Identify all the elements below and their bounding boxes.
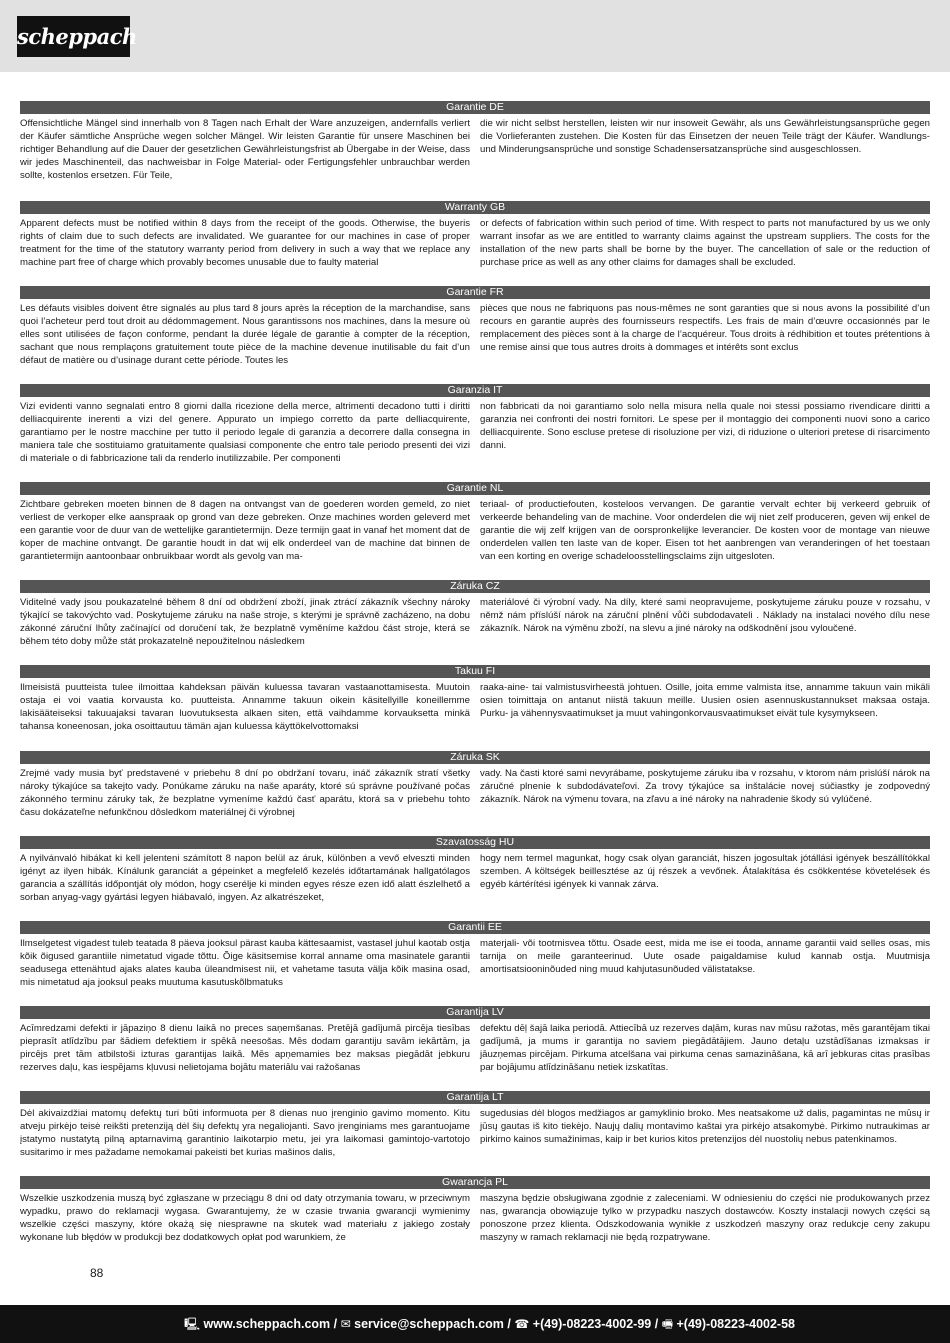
section-heading: Gwarancja PL: [20, 1176, 930, 1189]
telephone-icon: ☎: [514, 1317, 530, 1331]
section-text-right: sugedusias dėl blogos medžiagos ar gamyklinio broko. Mes neatsakome už dalis, pagamintas ne mūsų ir jūsų gautas iš kito tiekėjo. Naujų dalių montavimo kaštai yra pirkėjo atsakomybė. Pirkimo nutraukimas ar pirkimo kainos sumažinimas, kaip ir bet kurios kitos pretenzijos dėl nuostolių nebus patenkinamos.: [480, 1108, 930, 1146]
section-text-left: Zichtbare gebreken moeten binnen de 8 dagen na ontvangst van de goederen worden gemeld, zo niet verliest de verkoper elke aanspraak op grond van deze gebreken. Onze machines worden geleverd met een garantie voor de duur van de wettelijke garantietermijn. Deze termijn gaat in vanaf het moment dat de koper de machine ontvangt. De garantie houdt in dat wij elk onderdeel van de machine dat binnen de garantietermijn aantoonbaar onbruikbaar wordt als gevolg van ma-: [20, 499, 470, 563]
section-heading: Garantija LV: [20, 1006, 930, 1019]
warranty-section: [20, 201, 930, 269]
section-heading: Warranty GB: [20, 201, 930, 214]
section-text-right: teriaal- of productiefouten, kosteloos vervangen. De garantie vervalt echter bij verkeerd gebruik of verkeerde behandeling van de machine. Voor onderdelen die wij niet zelf produceren, geven wij enkel de garantie die wij zelf krijgen van de oorspronkelijke leverancier. De kosten voor de montage van nieuwe onderdelen vallen ten laste van de koper. Eisen tot het aanbrengen van veranderingen of het toestaan van een korting en overige schadeloosstellingsclaims zijn uitgesloten.: [480, 499, 930, 563]
warranty-section: [20, 665, 930, 733]
section-text-left: Apparent defects must be notified within 8 days from the receipt of the goods. Otherwise, the buyeris rights of claim due to such defects are invalidated. We guarantee for our machines in case of proper treatment for the time of the statutory warranty period from delivery in such a way that we replace any machine part free of charge which provably becomes unusable due to faulty material: [20, 218, 470, 269]
section-text-left: Zrejmé vady musia byť predstavené v priebehu 8 dní po obdržaní tovaru, ináč zákazník stratí všetky nároky týkajúce sa takejto vady. Ponúkame záruku na naše aparáty, ktoré sú správne používané počas zákonného terminu záruky tak, že bezplatne vymeníme každú časť aparátu, ktorá sa v priebehu tohto času dokázateľne nefunkčnou dôsledkom materiálnej či výrobnej: [20, 768, 470, 819]
section-body: [20, 1022, 930, 1074]
section-text-right: maszyna będzie obsługiwana zgodnie z zaleceniami. W odniesieniu do części nie produkowanych przez nas, gwarancja obowiązuje tylko w przypadku naszych dostawców. Koszty instalacji nowych części są ponoszone przez klienta. Odszkodowania wynikłe z uszkodzeń maszyny oraz redukcje ceny zakupu maszyny w ramach reklamacji nie będą rozpatrywane.: [480, 1193, 930, 1244]
warranty-section: [20, 482, 930, 563]
section-heading: Garantie DE: [20, 101, 930, 114]
section-text-right: vady. Na časti ktoré sami nevyrábame, poskytujeme záruku iba v rozsahu, v ktorom nám prislúší nárok na záručné plnenie k subdodávateľovi. Za trovy týkajúce sa inštalácie novej súčiastky je zodpovedný zákazník. Nárok na výmenu tovara, na zľavu a iné nároky na nahradenie škody sú vylúčené.: [480, 768, 930, 806]
warranty-section: [20, 751, 930, 819]
footer-bar: [0, 1305, 950, 1343]
section-body: [20, 302, 930, 367]
section-text-left: Les défauts visibles doivent être signalés au plus tard 8 jours après la réception de la marchandise, sans quoi l’acheteur perd tout droit au dédommagement. Nous garantissons nos machines, dans la mesure où elles sont utilisées de façon conforme, pendant la durée légale de garantie à compter de la réception, sachant que nous remplaçons gratuitement toute pièce de la machine devenue inutilisable du fait d’un défaut de matière ou d’usinage durant cette période. Toutes les: [20, 303, 470, 367]
section-text-right: materjali- või tootmisvea tõttu. Osade eest, mida me ise ei tooda, anname garantii vaid selles osas, mis tarnija on meile garanteerinud. Uute osade paigaldamise kulud kannab ostja. Muutmisja amortisatsiooninõuded ning muud kahjutasunõuded välistatakse.: [480, 938, 930, 976]
section-text-right: raaka-aine- tai valmistusvirheestä johtuen. Osille, joita emme valmista itse, annamme takuun vain mikäli osien toimittaja on antanut niistä takuun meille. Uusien osien asennuskustannukset maksaa ostaja. Purku- ja vähennysvaatimukset ja muut vahingonkorvausvaatimukset eivät tule kysymykseen.: [480, 682, 930, 720]
header-bar: [0, 0, 950, 72]
section-text-left: Viditelné vady jsou poukazatelné během 8 dní od obdržení zboží, jinak ztrácí zákazník všechny nároky týkající se takovýchto vad. Poskytujeme záruku na naše stroje, s kterými je správně zacházeno, na dobu zákonné záruční lhůty začínající od doručení tak, že bezplatně vyměníme každou část stroje, která se během této doby může stát prokazatelně nepoužitelnou následkem: [20, 597, 470, 648]
footer-separator: /: [330, 1317, 341, 1331]
section-body: [20, 767, 930, 819]
section-heading: Szavatosság HU: [20, 836, 930, 849]
footer-separator: /: [651, 1317, 662, 1331]
section-text-right: hogy nem termel magunkat, hogy csak olyan garanciát, hiszen jogosultak jótállási igények beszállítókkal szemben. A költségek beillesztése az új részek a vevőnek. Átalakítása és csökkentése követelések és egyéb kártérítési igények ki vannak zárva.: [480, 853, 930, 891]
footer-website[interactable]: www.scheppach.com: [203, 1317, 331, 1331]
section-heading: Garanzia IT: [20, 384, 930, 397]
section-text-left: Acīmredzami defekti ir jāpaziņo 8 dienu laikā no preces saņemšanas. Pretējā gadījumā pircēja tiesības pieprasīt atlīdzību par šādiem defektiem ir spēkā neesošas. Mēs dodam garantiju savām iekārtām, ja pircējs pret tām atbilstoši izturas garantijas laikā. Mēs apņemamies bez maksas piegādāt jebkuru rezerves daļu, kas iespējams kļuvusi nelietojama bojātu materiālu vai ražošanas: [20, 1023, 470, 1074]
section-text-left: Dėl akivaizdžiai matomų defektų turi būti informuota per 8 dienas nuo įrenginio gavimo momento. Kitu atveju pirkėjo teisė reikšti pretenziją dėl šių defektų yra negaliojanti. Savo įrenginiams mes garantuojame įstatymo nustatytą pilną aptarnavimą garantinio laikotarpio metu, jei yra laikomasi gamintojo-vartotojo susitarimo ir mes pažadame nemokamai pakeisti bet kurias mašinos dalis,: [20, 1108, 470, 1159]
page-number: 88: [90, 1266, 104, 1280]
computer-icon: 🖳: [184, 1317, 201, 1331]
section-body: [20, 217, 930, 269]
section-text-left: Ilmselgetest vigadest tuleb teatada 8 päeva jooksul pärast kauba kättesaamist, vastasel juhul kaotab ostja kõik õigused garantiile nimetatud vigade tõttu. Õige käsitsemise korral anname oma masinatele garantii seadusega ettenähtud ajaks alates kauba üleandmisest nii, et vahetame tasuta välja kõik masina osad, mis nimetatud aja jooksul peaks muutuma kasutuskõlbmatuks: [20, 938, 470, 989]
section-body: [20, 681, 930, 733]
envelope-icon: ✉: [340, 1317, 351, 1331]
section-text-right: pièces que nous ne fabriquons pas nous-mêmes ne sont garanties que si nous avons la possibilité d’un recours en garantie auprès des fournisseurs respectifs. Les frais de main d’œuvre occasionnés par le remplacement des pièces sont à la charge de l’acquéreur. Tous droits à rédhibition et toutes prétentions à une remise ainsi que tous autres droits à dommages et intérêts sont exclus: [480, 303, 930, 354]
section-heading: Garantie NL: [20, 482, 930, 495]
section-body: [20, 1192, 930, 1244]
section-body: [20, 596, 930, 648]
warranty-section: [20, 286, 930, 367]
warranty-section: [20, 580, 930, 648]
section-heading: Takuu FI: [20, 665, 930, 678]
footer-fax: +(49)-08223-4002-58: [676, 1317, 795, 1331]
section-text-right: materiálové či výrobní vady. Na díly, které sami neopravujeme, poskytujeme záruku pouze v rozsahu, v němž nám příslúší nárok na záruční plnění vůči subdodavateli . Náklady na instalaci nového dílu nese zákazník. Nárok na výměnu zboží, na slevu a jiné nároky na odškodnění jsou vyloučené.: [480, 597, 930, 635]
section-heading: Garantija LT: [20, 1091, 930, 1104]
section-body: [20, 1107, 930, 1159]
warranty-section: [20, 921, 930, 989]
section-heading: Garantie FR: [20, 286, 930, 299]
section-text-right: die wir nicht selbst herstellen, leisten wir nur insoweit Gewähr, als uns Gewährleistungsansprüche gegen die Vorlieferanten zustehen. Die Kosten für das Einsetzen der neuen Teile trägt der Käufer. Wandlungs- und Minderungsansprüche und sonstige Schadensersatzansprüche sind ausgeschlossen.: [480, 118, 930, 156]
section-body: [20, 852, 930, 904]
section-text-left: Wszelkie uszkodzenia muszą być zgłaszane w przeciągu 8 dni od daty otrzymania towaru, w przeciwnym wypadku, prawo do reklamacji wygasa. Gwarantujemy, że w czasie trwania gwarancji wymienimy wszelkie części maszyny, które okażą się niesprawne na skutek wad materiału z jakiego zostały wykonane lub błędów w produkcji bez dodatkowych opłat pod warunkiem, że: [20, 1193, 470, 1244]
section-body: [20, 117, 930, 182]
warranty-section: [20, 384, 930, 465]
warranty-section: [20, 1006, 930, 1074]
section-text-left: A nyilvánvaló hibákat ki kell jelenteni számított 8 napon belül az áruk, különben a vevő elveszti minden igényt az ilyen hibák. Kínálunk garanciát a gépeinket a megfelelő kezelés időtartamának hallgatólagos garancia a szállítás időpontját oly módon, hogy cserélje ki minden egyes része ezen idő alatt észlelhető a sorban anyag-vagy gyártási legyen hiábavaló, ingyen. Az alkatrészeket,: [20, 853, 470, 904]
section-body: [20, 498, 930, 563]
warranty-section: [20, 836, 930, 904]
footer-separator: /: [503, 1317, 515, 1331]
section-heading: Záruka CZ: [20, 580, 930, 593]
warranty-section: [20, 1176, 930, 1244]
fax-icon: 🖷: [661, 1317, 674, 1331]
footer-phone: +(49)-08223-4002-99: [532, 1317, 652, 1331]
section-text-right: non fabbricati da noi garantiamo solo nella misura nella quale noi stessi possiamo rivendicare diritti a garanzia nei confronti dei nostri fornitori. Le spese per il montaggio dei componenti nuovi sono a carico delliacquirente. Sono escluse pretese di risoluzione per vizi, di riduzione o ulteriori pretese di risarcimento danni.: [480, 401, 930, 452]
footer-email[interactable]: service@scheppach.com: [354, 1317, 504, 1331]
section-heading: Garantii EE: [20, 921, 930, 934]
section-text-left: Offensichtliche Mängel sind innerhalb von 8 Tagen nach Erhalt der Ware anzuzeigen, andernfalls verliert der Käufer sämtliche Ansprüche wegen solcher Mängel. Wir leisten Garantie für unsere Maschinen bei richtiger Behandlung auf die Dauer der gesetzlichen Gewährleistungsfrist ab Übergabe in der Weise, dass wir jedes Maschinenteil, das nachweisbar in Folge Material- oder Fertigungsfehler unbrauchbar werden sollte, kostenlos ersetzen. Für Teile,: [20, 118, 470, 182]
section-text-left: Ilmeisistä puutteista tulee ilmoittaa kahdeksan päivän kuluessa tavaran vastaanottamisesta. Muutoin ostaja ei voi vaatia korvausta ko. puutteista. Annamme takuun oikein käsitellyille koneillemme lakisääteiseksi takuuajaksi tavaran luovutuksesta alkaen siten, että vaihdamme korvauksetta minkä tahansa koneenosan, joka osoittautuu tämän ajan kuluessa käyttökelvottomaksi: [20, 682, 470, 733]
section-text-right: defektu dēļ šajā laika periodā. Attiecībā uz rezerves daļām, kuras nav mūsu ražotas, mēs garantējam tikai gadījumā, ja mums ir garantija no saviem piegādātājiem. Jauno detaļu uzstādīšanas izmaksas ir jāuzņemas pircējam. Pirkuma atcelšana vai pirkuma cenas samazināšana, kā arī jebkuras citas prasības par bojājumu atlīdzināšanu netiek izskatītas.: [480, 1023, 930, 1074]
section-body: [20, 937, 930, 989]
section-text-right: or defects of fabrication within such period of time. With respect to parts not manufactured by us we only warrant insofar as we are entitled to warranty claims against the upstream suppliers. The costs for the installation of the new parts shall be borne by the buyer. The cancellation of sale or the reduction of purchase price as well as any other claims for damages shall be excluded.: [480, 218, 930, 269]
section-body: [20, 400, 930, 465]
warranty-section: [20, 1091, 930, 1159]
section-heading: Záruka SK: [20, 751, 930, 764]
scheppach-logo: scheppach: [17, 16, 130, 57]
footer-contact: [184, 1305, 795, 1343]
warranty-section: [20, 101, 930, 182]
section-text-left: Vizi evidenti vanno segnalati entro 8 giorni dalla ricezione della merce, altrimenti decadono tutti i diritti delliacquirente inerenti a vizi del genere. Appurato un impiego corretto da parte delliacquirente, garantiamo per le nostre macchine per tutto il periodo legale di garanzia a decorrere dalla consegna in maniera tale che sostituiamo gratuitamente qualsiasi componente che entro tale periodo presenti dei vizi di materiale o di fabbricazione tali da renderlo inutilizzabile. Per componenti: [20, 401, 470, 465]
